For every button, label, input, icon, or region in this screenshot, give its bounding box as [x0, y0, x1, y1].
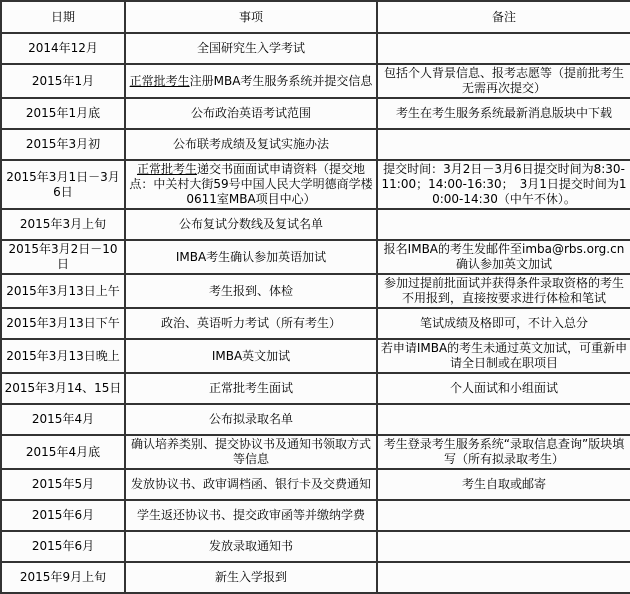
item-cell [125, 339, 377, 373]
date-cell: 2015年9月上旬 [1, 562, 125, 593]
date-cell: 2015年5月 [1, 469, 125, 500]
remark-cell [377, 500, 630, 531]
date-cell: 2015年3月初 [1, 129, 125, 160]
remark-cell: 笔试成绩及格即可，不计入总分 [377, 308, 630, 339]
remark-cell: 考生登录考生服务系统“录取信息查询”版块填写（所有拟录取考生） [377, 435, 630, 469]
date-cell: 2015年1月 [1, 64, 125, 98]
table-row [1, 404, 630, 435]
remark-cell [377, 404, 630, 435]
item-cell [125, 373, 377, 404]
item-cell [125, 308, 377, 339]
remark-cell [377, 33, 630, 64]
item-text: 递交书面面试申请资料（提交地点：中关村大街59号中国人民大学明德商学楼0611室MBA项目中心） [129, 162, 373, 206]
table-row [1, 562, 630, 593]
table-row [1, 129, 630, 160]
item-cell [125, 274, 377, 308]
date-cell: 2015年3月13日晚上 [1, 339, 125, 373]
item-text: 学生返还协议书、提交政审函等并缴纳学费 [136, 508, 365, 522]
item-cell [125, 500, 377, 531]
date-cell: 2015年3月上旬 [1, 209, 125, 240]
remark-cell: 考生在考生服务系统最新消息版块中下载 [377, 98, 630, 129]
date-cell: 2015年3月1日－3月6日 [1, 160, 125, 209]
remark-cell: 提交时间：3月2日－3月6日提交时间为8:30-11:00；14:00-16:30； 3月1日提交时间为10:00-14:30（中午不休）。 [377, 160, 630, 209]
table-row [1, 435, 630, 469]
col-header-item: 事项 [125, 1, 377, 33]
table-row [1, 500, 630, 531]
table-row [1, 308, 630, 339]
item-text: IMBA考生确认参加英语加试 [175, 249, 327, 264]
item-underlined-text: 正常批考生 [129, 73, 190, 88]
table-row [1, 64, 630, 98]
item-text: 发放录取通知书 [208, 539, 293, 553]
table-header [1, 1, 630, 33]
date-cell: 2015年3月14、15日 [1, 373, 125, 404]
item-cell [125, 209, 377, 240]
col-header-remark: 备注 [377, 1, 630, 33]
remark-cell: 考生自取或邮寄 [377, 469, 630, 500]
item-text: 注册MBA考生服务系统并提交信息 [189, 73, 373, 88]
item-text: 新生入学报到 [214, 570, 287, 584]
item-text: 正常批考生面试 [208, 381, 293, 395]
table-row [1, 98, 630, 129]
item-cell [125, 562, 377, 593]
date-cell: 2015年3月13日上午 [1, 274, 125, 308]
item-cell [125, 240, 377, 274]
table-body [1, 33, 630, 593]
item-cell [125, 469, 377, 500]
remark-cell: 参加过提前批面试并获得条件录取资格的考生不用报到，直接按要求进行体检和笔试 [377, 274, 630, 308]
item-text: 公布复试分数线及复试名单 [178, 217, 323, 231]
date-cell: 2015年3月2日－10日 [1, 240, 125, 274]
remark-cell: 若申请IMBA的考生未通过英文加试，可重新申请全日制或在职项目 [377, 339, 630, 373]
item-cell [125, 531, 377, 562]
item-text: 公布联考成绩及复试实施办法 [172, 137, 329, 151]
date-cell: 2015年3月13日下午 [1, 308, 125, 339]
item-cell [125, 98, 377, 129]
date-cell: 2014年12月 [1, 33, 125, 64]
date-cell: 2015年4月 [1, 404, 125, 435]
item-cell [125, 435, 377, 469]
item-cell [125, 129, 377, 160]
date-cell: 2015年6月 [1, 500, 125, 531]
item-text: 发放协议书、政审调档函、银行卡及交费通知 [130, 477, 371, 491]
item-cell [125, 160, 377, 209]
item-text: 政治、英语听力考试（所有考生） [160, 316, 341, 330]
remark-cell: 报名IMBA的考生发邮件至imba@rbs.org.cn确认参加英文加试 [377, 240, 630, 274]
table-row [1, 339, 630, 373]
item-text: 确认培养类别、提交协议书及通知书领取方式等信息 [130, 437, 371, 466]
header-row [1, 1, 630, 33]
date-cell: 2015年6月 [1, 531, 125, 562]
table-row [1, 531, 630, 562]
table-row [1, 373, 630, 404]
item-cell [125, 33, 377, 64]
item-text: 公布政治英语考试范围 [190, 106, 311, 120]
remark-cell [377, 531, 630, 562]
item-text: IMBA英文加试 [211, 348, 291, 363]
col-header-date: 日期 [1, 1, 125, 33]
remark-cell [377, 209, 630, 240]
remark-cell [377, 129, 630, 160]
item-text: 考生报到、体检 [208, 283, 293, 298]
remark-cell: 包括个人背景信息、报考志愿等（提前批考生无需再次提交） [377, 64, 630, 98]
item-text: 公布拟录取名单 [208, 412, 293, 426]
date-cell: 2015年1月底 [1, 98, 125, 129]
item-cell [125, 404, 377, 435]
item-text: 全国研究生入学考试 [196, 41, 305, 55]
table-row [1, 160, 630, 209]
remark-cell: 个人面试和小组面试 [377, 373, 630, 404]
table-row [1, 274, 630, 308]
item-underlined-text: 正常批考生 [136, 162, 197, 176]
item-cell [125, 64, 377, 98]
table-row [1, 240, 630, 274]
table-row [1, 469, 630, 500]
table-row [1, 209, 630, 240]
remark-cell [377, 562, 630, 593]
date-cell: 2015年4月底 [1, 435, 125, 469]
table-row [1, 33, 630, 64]
